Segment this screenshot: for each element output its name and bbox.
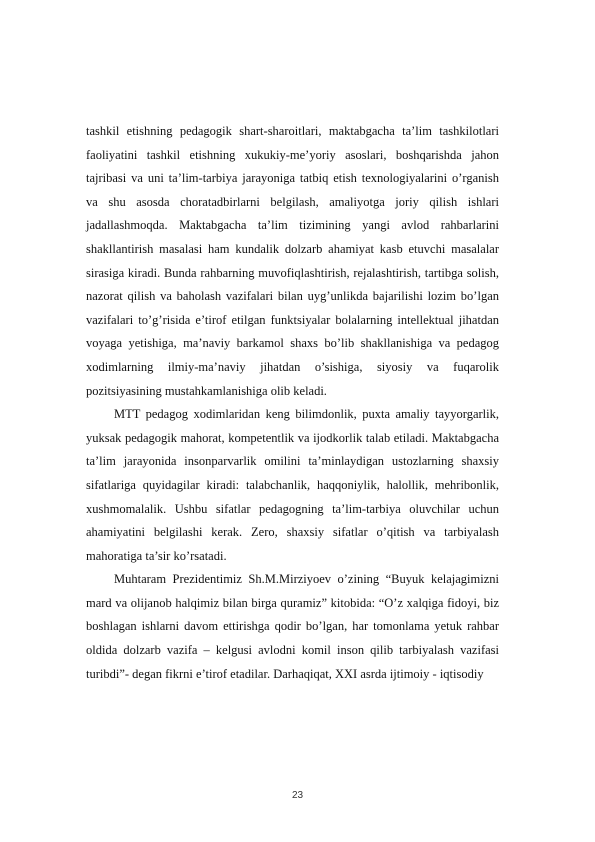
body-text	[86, 120, 499, 686]
page-number: 23	[291, 790, 304, 801]
paragraph-1: tashkil etishning pedagogik shart-sharoitlari, maktabgacha ta’lim tashkilotlari faoliyatini tashkil etishning xukukiy-me’yoriy asoslari, boshqarishda jahon tajribasi va uni ta’lim-tarbiya jarayoniga tatbiq etish texnologiyalarini o’rganish va shu asosda choratadbirlarni belgilash, amaliyotga joriy qilish ishlari jadallashmoqda. Maktabgacha ta’lim tizimining yangi avlod rahbarlarini shakllantirish masalasi ham kundalik dolzarb ahamiyat kasb etuvchi masalalar sirasiga kiradi. Bunda rahbarning muvofiqlashtirish, rejalashtirish, tartibga solish, nazorat qilish va baholash vazifalari bilan uyg’unlikda bajarilishi lozim bo’lgan vazifalari to’g’risida e’tirof etilgan funktsiyalar bolalarning intellektual jihatdan voyaga yetishiga, ma’naviy barkamol shaxs bo’lib shakllanishiga va pedagog xodimlarning ilmiy-ma’naviy jihatdan o’sishiga, siyosiy va fuqarolik pozitsiyasining mustahkamlanishiga olib keladi.	[86, 124, 499, 398]
paragraph-2: MTT pedagog xodimlaridan keng bilimdonlik, puxta amaliy tayyorgarlik, yuksak pedagogik mahorat, kompetentlik va ijodkorlik talab etiladi. Maktabgacha ta’lim jarayonida insonparvarlik omilini ta’minlaydigan ustozlarning shaxsiy sifatlariga quyidagilar kiradi: talabchanlik, haqqoniylik, halollik, mehribonlik, xushmomalalik. Ushbu sifatlar pedagogning ta’lim-tarbiya oluvchilar uchun ahamiyatini belgilashi kerak. Zero, shaxsiy sifatlar o’qitish va tarbiyalash mahoratiga ta’sir ko’rsatadi.	[86, 407, 499, 563]
paragraph-3: Muhtaram Prezidentimiz Sh.M.Mirziyoev o’zining “Buyuk kelajagimizni mard va olijanob halqimiz bilan birga quramiz” kitobida: “O’z xalqiga fidoyi, biz boshlagan ishlarni davom ettirishga qodir bo’lgan, har tomonlama yetuk rahbar oldida dolzarb vazifa – kelgusi avlodni komil inson qilib tarbiyalash vazifasi turibdi”- degan fikrni e’tirof etadilar. Darhaqiqat, XXI asrda ijtimoiy - iqtisodiy	[86, 572, 499, 681]
